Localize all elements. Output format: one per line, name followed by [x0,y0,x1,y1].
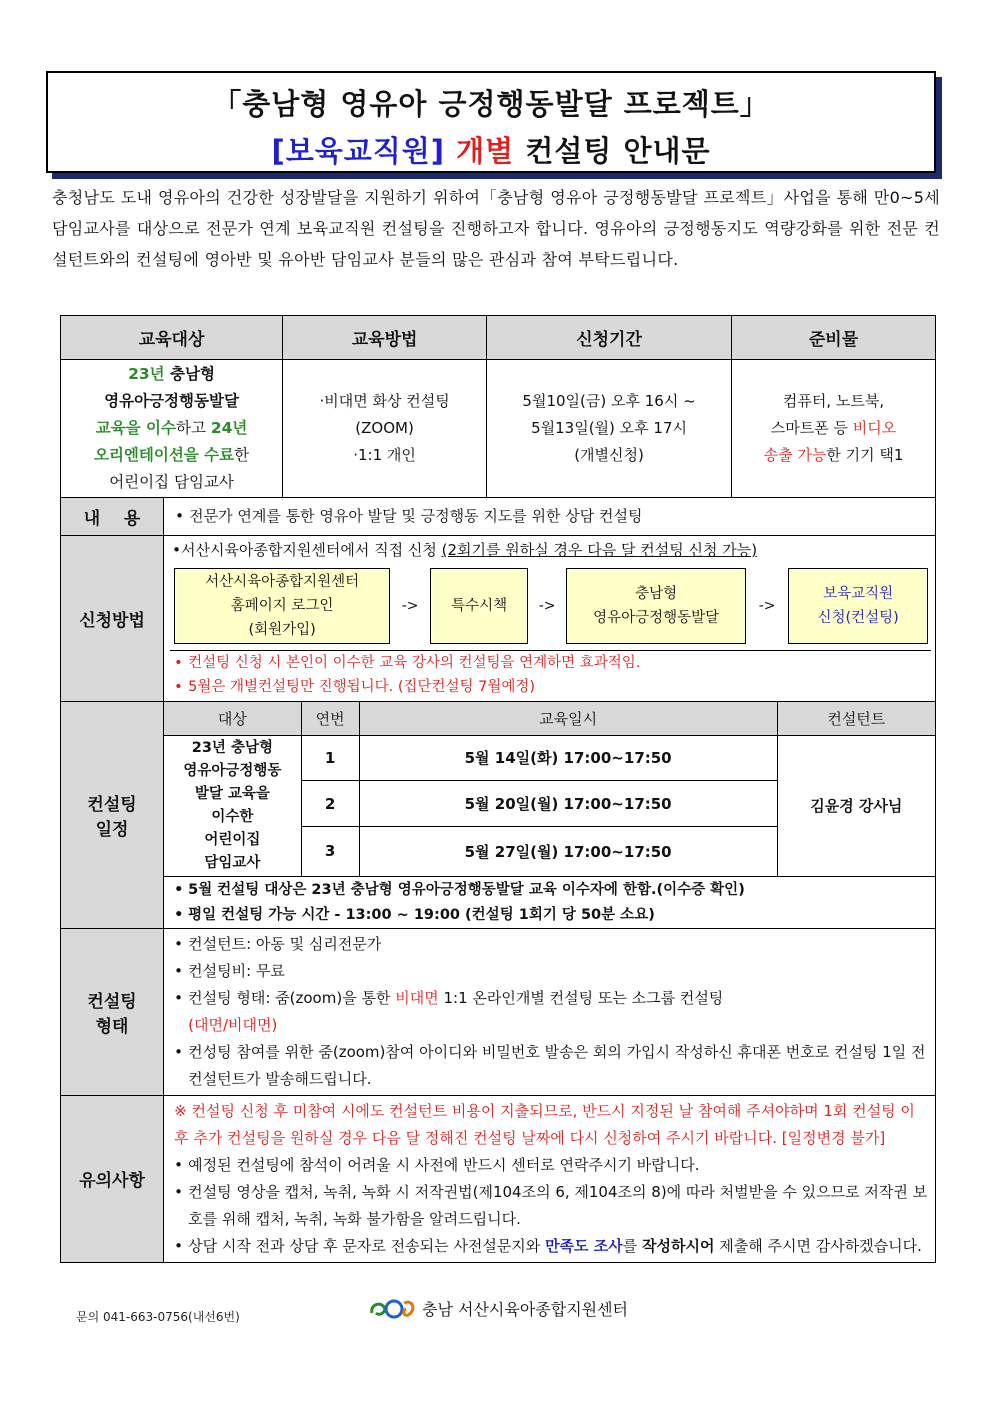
form-item-fee: • 컨설팅비: 무료 [172,958,929,985]
target-year: 23년 [128,365,165,383]
supplies-streaming: 송출 가능 [763,446,827,464]
method-line3: ·1:1 개인 [353,446,416,464]
footer-contact: 문의 041-663-0756(내선6번) [76,1310,240,1324]
notice-row [61,1095,936,1262]
form-type-remote: 비대면 [395,988,439,1007]
target-and: 하고 [175,419,211,437]
schedule-no-2: 2 [301,781,359,827]
title-part-staff: [보육교직원] [271,134,446,168]
schedule-target-line5: 어린이집 [204,831,261,848]
header-period: 신청기간 [487,316,732,360]
form-item-consultant: • 컨설턴트: 아동 및 심리전문가 [172,931,929,958]
footer-org-name: 충남 서산시육아종합지원센터 [422,1299,629,1319]
schedule-label-line2: 일정 [95,819,129,840]
flow-step1-line2: 홈페이지 로그인 [230,598,334,614]
form-cell [164,928,936,1095]
schedule-header-row [164,702,935,735]
schedule-no-1: 1 [301,735,359,781]
supplies-video: 비디오 [852,419,897,437]
header-supplies: 준비물 [732,316,936,360]
target-teacher: 어린이집 담임교사 [109,473,234,491]
schedule-note-2: • 평일 컨설팅 가능 시간 - 13:00 ~ 19:00 (컨설팅 1회기 당 50분 소요) [172,903,929,928]
flow-step1-line3: (회원가입) [248,622,316,638]
method-line1: ·비대면 화상 컨설팅 [319,392,450,410]
content-cell [164,498,936,536]
schedule-consultant: 김윤경 강사님 [777,735,935,876]
schedule-header-no: 연번 [301,702,359,735]
apply-lead-text: •서산시육아종합지원센터에서 직접 신청 [172,541,442,559]
schedule-target-line1: 23년 충남형 [191,739,273,756]
schedule-date-1: 5월 14일(화) 17:00~17:50 [359,735,777,781]
notice-item-1: • 예정된 컨설팅에 참석이 어려울 시 사전에 반드시 센터로 연락주시기 바랍니다. [172,1152,929,1179]
supplies-line2: 스마트폰 등 [770,419,853,437]
apply-cell [164,536,936,702]
target-orientation: 오리엔테이션을 수료 [93,446,235,464]
method-cell [283,360,487,498]
notice-item3-write: 작성하시어 [642,1236,715,1255]
apply-flow [174,568,935,644]
form-row [61,928,936,1095]
apply-note-2: • 5월은 개별컨설팅만 진행됩니다. (집단컨설팅 7월예정) [172,675,929,699]
method-line2: (ZOOM) [355,419,414,437]
notice-item3-particle: 를 [622,1236,643,1255]
schedule-no-3: 3 [301,827,359,876]
schedule-note-1: • 5월 컨설팅 대상은 23년 충남형 영유아긍정행동발달 교육 이수자에 한함.(이수증 확인) [172,878,929,903]
form-item-zoom: • 컨성팅 참여를 위한 줌(zoom)참여 아이디와 비밀번호 발송은 회의 가입시 작성하신 휴대폰 번호로 컨설팅 1일 전 컨설턴트가 발송해드립니다. [172,1039,929,1093]
notice-warning: ※ 컨설팅 신청 후 미참여 시에도 컨설턴트 비용이 지출되므로, 반드시 지정된 날 참여해 주셔야하며 1회 컨설팅 이후 추가 컨설팅을 원하실 경우 다음 달 정해진 컨설팅 날짜에 다시 신청하여 주시기 바랍니다. [일정변경 불가] [174,1101,915,1147]
form-item-type [172,985,929,1039]
content-row [61,498,936,536]
schedule-row-1 [164,735,935,781]
supplies-line3: 한 기기 택1 [826,446,904,464]
schedule-target-line3: 발달 교육을 [194,785,270,802]
flow-step4-line2: 신청(컨설팅) [817,610,899,626]
supplies-line1: 컴퓨터, 노트북, [782,392,885,410]
flow-step-login [174,568,390,644]
flow-step-special [430,568,528,644]
notice-label: 유의사항 [61,1095,164,1262]
schedule-target-line4: 이수한 [211,808,254,825]
target-year2: 24년 [210,419,248,437]
schedule-label-line1: 컨설팅 [87,794,137,815]
form-type-mode: (대면/비대면) [188,1015,278,1034]
center-logo-icon [368,1295,418,1321]
schedule-date-3: 5월 27일(월) 17:00~17:50 [359,827,777,876]
period-line3: (개별신청) [574,446,644,464]
flow-step-program [566,568,746,644]
period-cell [487,360,732,498]
schedule-header-consultant: 컨설턴트 [777,702,935,735]
schedule-target-line6: 담임교사 [204,854,261,871]
notice-item-2: • 컨설팅 영상을 캡처, 녹취, 녹화 시 저작권법(제104조의 6, 제104조의 8)에 따라 처벌받을 수 있으므로 저작권 보호를 위해 캡처, 녹취, 녹화 불가함을 알려드립니다. [172,1179,929,1233]
apply-notes [164,651,935,699]
intro-paragraph: 충청남도 도내 영유아의 건강한 성장발달을 지원하기 위하여「충남형 영유아 긍정행동발달 프로젝트」사업을 통해 만0~5세 담임교사를 대상으로 전문가 연계 보육교직원 컨설팅을 진행하고자 합니다. 영유아의 긍정행동지도 역량강화를 위한 전문 컨설턴트와의 컨설팅에 영아반 및 유아반 담임교사 분들의 많은 관심과 참여 부탁드립니다. [52,188,940,269]
target-cell [61,360,283,498]
schedule-target [164,735,301,876]
schedule-header-date: 교육일시 [359,702,777,735]
target-completed: 교육을 이수 [95,419,176,437]
overview-header-row [61,316,936,360]
schedule-header-target: 대상 [164,702,301,735]
target-suffix: 한 [234,446,250,464]
schedule-label [61,702,164,929]
form-label-line2: 형태 [95,1016,129,1037]
flow-step2-line1: 특수시책 [451,598,508,614]
info-table [60,315,936,1263]
apply-lead-note: (2회기를 원하실 경우 다음 달 컨설팅 신청 가능) [441,541,758,559]
schedule-notes [164,877,935,928]
form-label [61,928,164,1095]
apply-lead [164,538,935,562]
notice-item-3 [172,1233,929,1260]
title-line1: 「충남형 영유아 긍정행동발달 프로젝트」 [212,87,770,121]
flow-step-apply [788,568,928,644]
target-region: 충남형 [164,365,215,383]
flow-arrow-2: -> [538,598,556,614]
footer-org [368,1295,628,1321]
schedule-row [61,702,936,929]
form-type-rest: 1:1 온라인개별 컨설팅 또는 소그룹 컨설팅 [438,988,724,1007]
flow-step3-line2: 영유아긍정행동발달 [593,610,720,626]
notice-item3-survey: 만족도 조사 [545,1236,623,1255]
apply-row [61,536,936,702]
apply-note-1: • 컨설팅 신청 시 본인이 이수한 교육 강사의 컨설팅을 연계하면 효과적임. [172,651,929,675]
flow-step1-line1: 서산시육아종합지원센터 [205,574,360,590]
title-part-guide: 컨설팅 안내문 [525,134,711,168]
apply-label: 신청방법 [61,536,164,702]
header-target: 교육대상 [61,316,283,360]
form-type-text: 컨설팅 형태: 줌(zoom)을 통한 [188,988,396,1007]
schedule-cell [164,702,936,929]
header-method: 교육방법 [283,316,487,360]
period-line2: 5월13일(월) 오후 17시 [531,419,687,437]
period-line1: 5월10일(금) 오후 16시 ~ [522,392,696,410]
flow-step4-line1: 보육교직원 [823,586,894,602]
target-program: 영유아긍정행동발달 [104,392,239,410]
form-list [164,931,935,1093]
title-part-individual: 개별 [456,134,515,168]
content-label: 내 용 [61,498,164,536]
schedule-target-line2: 영유아긍정행동 [183,762,282,779]
notice-item3-end: 제출해 주시면 감사하겠습니다. [714,1236,922,1255]
overview-row [61,360,936,498]
schedule-table [164,702,935,877]
supplies-cell [732,360,936,498]
notice-item3-text: 상담 시작 전과 상담 후 문자로 전송되는 사전설문지와 [188,1236,546,1255]
title-line2 [48,129,934,170]
notice-cell [164,1095,936,1262]
content-text: • 전문가 연계를 통한 영유아 발달 및 긍정행동 지도를 위한 상담 컨설팅 [173,503,928,530]
form-label-line1: 컨설팅 [87,991,137,1012]
title-box [46,71,936,173]
flow-arrow-1: -> [401,598,419,614]
notice-list [164,1152,935,1260]
flow-arrow-3: -> [758,598,776,614]
schedule-date-2: 5월 20일(월) 17:00~17:50 [359,781,777,827]
flow-step3-line1: 충남형 [635,586,678,602]
